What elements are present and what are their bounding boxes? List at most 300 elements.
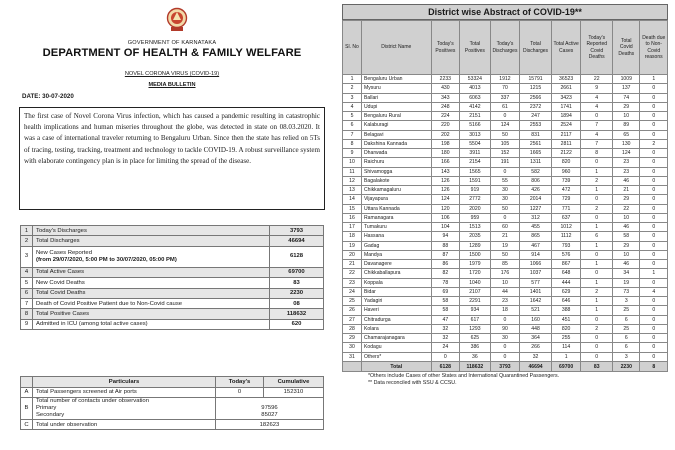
row-label	[33, 246, 270, 267]
sl-cell: 11	[343, 167, 362, 176]
value-cell: 343	[431, 93, 459, 102]
table-row	[343, 223, 668, 232]
value-cell: 224	[431, 112, 459, 121]
value-cell: 34	[613, 269, 640, 278]
value-cell: 865	[520, 232, 552, 241]
sl-cell: 18	[343, 232, 362, 241]
table-header-row	[21, 377, 324, 388]
footnote-reconciled: ** Data reconciled with SSU & CCSU.	[368, 379, 457, 386]
row-today: 0	[216, 388, 264, 398]
table-row	[21, 298, 324, 308]
value-cell: 130	[613, 139, 640, 148]
value-cell: 24	[431, 343, 459, 352]
value-cell: 85	[490, 260, 520, 269]
value-cell: 25	[613, 324, 640, 333]
value-cell: 2566	[520, 93, 552, 102]
value-cell: 69700	[551, 361, 581, 372]
value-cell: 0	[640, 315, 668, 324]
col-header: Sl. No	[343, 21, 362, 75]
district-name-cell: Raichuru	[361, 158, 431, 167]
row-cumulative: 152310	[264, 388, 324, 398]
value-cell: 58	[431, 306, 459, 315]
value-cell: 53324	[460, 75, 491, 84]
value-cell: 1591	[460, 176, 491, 185]
row-label-period: (from 29/07/2020, 5:00 PM to 30/07/2020, 05:00 PM)	[36, 256, 177, 263]
value-cell: 0	[640, 278, 668, 287]
value-cell: 1	[581, 167, 613, 176]
value-cell: 220	[431, 121, 459, 130]
sl-cell: 28	[343, 324, 362, 333]
value-cell: 70	[490, 84, 520, 93]
table-row	[343, 112, 668, 121]
passenger-table	[20, 376, 324, 430]
value-cell: 2811	[551, 139, 581, 148]
value-cell: 0	[640, 195, 668, 204]
value-cell: 60	[490, 223, 520, 232]
value-cell: 82	[431, 269, 459, 278]
row-label: Total under observation	[33, 420, 216, 430]
value-cell: 0	[640, 158, 668, 167]
row-value: 620	[270, 319, 324, 329]
table-row	[343, 93, 668, 102]
value-cell: 50	[490, 130, 520, 139]
value-cell: 106	[431, 213, 459, 222]
value-cell: 7	[581, 139, 613, 148]
value-cell: 94	[431, 232, 459, 241]
value-cell: 648	[551, 269, 581, 278]
value-cell: 2233	[431, 75, 459, 84]
value-cell: 806	[520, 176, 552, 185]
sl-cell: 4	[343, 102, 362, 111]
value-cell: 959	[460, 213, 491, 222]
table-row	[343, 139, 668, 148]
sl-cell: 7	[343, 130, 362, 139]
footnote-others: *Others include Cases of other States and International Quarantined Passengers.	[368, 373, 560, 380]
district-name-cell: Chikkaballapura	[361, 269, 431, 278]
value-cell: 2561	[520, 139, 552, 148]
district-name-cell: Bagalakote	[361, 176, 431, 185]
value-cell: 1293	[460, 324, 491, 333]
table-row	[343, 121, 668, 130]
value-cell: 36	[460, 352, 491, 361]
bulletin-subject: NOVEL CORONA VIRUS (COVID-19)	[124, 71, 220, 77]
table-row	[343, 315, 668, 324]
col-header: District Name	[361, 21, 431, 75]
value-cell: 388	[551, 306, 581, 315]
value-cell: 2020	[460, 204, 491, 213]
district-name-cell: Hassana	[361, 232, 431, 241]
table-row	[343, 334, 668, 343]
table-row	[343, 75, 668, 84]
sl-cell: 13	[343, 186, 362, 195]
sl-cell: 30	[343, 343, 362, 352]
sl-cell: 3	[343, 93, 362, 102]
row-value: 69700	[270, 267, 324, 277]
value-cell: 0	[490, 213, 520, 222]
value-cell: 266	[520, 343, 552, 352]
value-cell: 3013	[460, 130, 491, 139]
row-value: 2230	[270, 288, 324, 298]
value-cell: 0	[581, 112, 613, 121]
value-cell: 629	[551, 287, 581, 296]
row-number: 6	[21, 288, 33, 298]
value-cell: 637	[551, 213, 581, 222]
value-cell: 89	[613, 121, 640, 130]
value-cell: 0	[490, 167, 520, 176]
value-cell: 0	[640, 250, 668, 259]
row-number: 7	[21, 298, 33, 308]
district-name-cell: Yadagiri	[361, 297, 431, 306]
value-cell: 2	[581, 204, 613, 213]
value-cell: 10	[613, 213, 640, 222]
value-cell: 0	[640, 324, 668, 333]
table-row	[21, 278, 324, 288]
district-name-cell: Chikkamagaluru	[361, 186, 431, 195]
value-cell: 55	[490, 176, 520, 185]
value-cell: 22	[581, 75, 613, 84]
value-cell: 0	[640, 176, 668, 185]
value-cell: 118632	[460, 361, 491, 372]
table-row	[21, 236, 324, 246]
value-cell: 0	[640, 93, 668, 102]
bulletin-date: DATE: 30-07-2020	[22, 93, 74, 100]
value-cell: 2524	[551, 121, 581, 130]
district-name-cell: Davanagere	[361, 260, 431, 269]
col-header: Total Discharges	[520, 21, 552, 75]
value-cell: 160	[520, 315, 552, 324]
header-today: Today's	[216, 377, 264, 388]
value-cell: 1565	[460, 167, 491, 176]
value-cell: 104	[431, 223, 459, 232]
value-cell: 126	[431, 176, 459, 185]
table-row	[343, 352, 668, 361]
department-name: DEPARTMENT OF HEALTH & FAMILY WELFARE	[42, 47, 302, 59]
value-cell: 729	[551, 195, 581, 204]
value-cell: 87	[431, 250, 459, 259]
value-cell: 5166	[460, 121, 491, 130]
sl-cell: 29	[343, 334, 362, 343]
value-cell: 25	[613, 306, 640, 315]
value-cell: 0	[490, 315, 520, 324]
value-cell: 180	[431, 149, 459, 158]
table-row	[21, 319, 324, 329]
value-cell: Total	[361, 361, 431, 372]
header-cumulative: Cumulative	[264, 377, 324, 388]
table-row	[343, 269, 668, 278]
value-cell: 166	[431, 158, 459, 167]
value-cell: 0	[640, 352, 668, 361]
col-header: Today's Discharges	[490, 21, 520, 75]
row-label: Death of Covid Positive Patient due to Non-Covid cause	[33, 298, 270, 308]
table-header-row	[343, 21, 668, 75]
value-cell: 0	[581, 352, 613, 361]
value-cell: 4013	[460, 84, 491, 93]
value-cell: 771	[551, 204, 581, 213]
row-number: A	[21, 388, 33, 398]
value-cell: 6	[581, 232, 613, 241]
sl-cell: 1	[343, 75, 362, 84]
district-name-cell: Vijayapura	[361, 195, 431, 204]
value-cell: 32	[431, 334, 459, 343]
value-cell: 2117	[551, 130, 581, 139]
value-cell: 1	[581, 306, 613, 315]
value-cell: 47	[431, 315, 459, 324]
row-label: Today's Discharges	[33, 226, 270, 236]
value-cell: 124	[490, 121, 520, 130]
value-cell: 36523	[551, 75, 581, 84]
value-cell: 0	[640, 204, 668, 213]
sl-cell: 12	[343, 176, 362, 185]
value-cell: 914	[520, 250, 552, 259]
value-cell: 0	[581, 213, 613, 222]
table-row	[343, 306, 668, 315]
value-cell: 23	[490, 297, 520, 306]
value-cell: 6128	[431, 361, 459, 372]
value-cell: 0	[581, 269, 613, 278]
value-cell: 6	[613, 334, 640, 343]
contacts-label: Total number of contacts under observation	[36, 397, 149, 404]
value-cell: 1720	[460, 269, 491, 278]
value-cell: 1066	[520, 260, 552, 269]
value-cell: 247	[520, 112, 552, 121]
value-cell: 0	[640, 343, 668, 352]
value-cell: 2772	[460, 195, 491, 204]
value-cell: 831	[520, 130, 552, 139]
district-name-cell: Ballari	[361, 93, 431, 102]
sl-cell: 25	[343, 297, 362, 306]
sl-cell: 31	[343, 352, 362, 361]
bulletin-type: MEDIA BULLETIN	[148, 82, 196, 88]
footnotes	[368, 373, 668, 386]
value-cell: 23	[613, 158, 640, 167]
table-row	[343, 287, 668, 296]
district-name-cell: Kalaburagi	[361, 121, 431, 130]
district-name-cell: Bengaluru Urban	[361, 75, 431, 84]
table-row	[343, 297, 668, 306]
district-table	[342, 20, 668, 372]
primary-label: Primary	[36, 404, 57, 411]
value-cell: 0	[581, 158, 613, 167]
value-cell: 426	[520, 186, 552, 195]
table-row	[343, 167, 668, 176]
value-cell: 8	[640, 361, 668, 372]
district-table-body	[343, 75, 668, 372]
value-cell: 3423	[551, 93, 581, 102]
table-row	[343, 213, 668, 222]
row-number: B	[21, 397, 33, 420]
value-cell: 617	[460, 315, 491, 324]
value-cell: 1	[640, 75, 668, 84]
sl-cell: 5	[343, 112, 362, 121]
value-cell: 32	[431, 324, 459, 333]
value-cell: 0	[490, 112, 520, 121]
row-value: 83	[270, 278, 324, 288]
sl-cell: 14	[343, 195, 362, 204]
table-row	[343, 278, 668, 287]
district-table-title: District wise Abstract of COVID-19**	[342, 4, 668, 20]
value-cell: 2	[640, 139, 668, 148]
row-label	[33, 397, 216, 420]
value-cell: 137	[613, 84, 640, 93]
table-row	[21, 267, 324, 277]
row-number: 4	[21, 267, 33, 277]
value-cell: 1513	[460, 223, 491, 232]
value-cell: 0	[640, 130, 668, 139]
value-cell: 312	[520, 213, 552, 222]
value-cell: 22	[613, 204, 640, 213]
value-cell: 15791	[520, 75, 552, 84]
table-row	[343, 102, 668, 111]
value-cell: 58	[431, 297, 459, 306]
value-cell: 78	[431, 278, 459, 287]
table-row	[21, 288, 324, 298]
value-cell: 6063	[460, 93, 491, 102]
value-cell: 1979	[460, 260, 491, 269]
table-row	[343, 186, 668, 195]
table-row	[343, 176, 668, 185]
value-cell: 1	[581, 186, 613, 195]
value-cell: 0	[640, 223, 668, 232]
row-label: Total Covid Deaths	[33, 288, 270, 298]
value-cell: 0	[640, 213, 668, 222]
value-cell: 30	[490, 334, 520, 343]
value-cell: 0	[640, 84, 668, 93]
district-name-cell: Shivamogga	[361, 167, 431, 176]
district-name-cell: Ramanagara	[361, 213, 431, 222]
value-cell: 73	[613, 287, 640, 296]
value-cell: 86	[431, 260, 459, 269]
value-cell: 364	[520, 334, 552, 343]
value-cell: 1012	[551, 223, 581, 232]
col-header: Total Positives	[460, 21, 491, 75]
value-cell: 74	[613, 93, 640, 102]
district-name-cell: Dakshina Kannada	[361, 139, 431, 148]
value-cell: 0	[640, 232, 668, 241]
value-cell: 2	[581, 176, 613, 185]
value-cell: 46	[613, 223, 640, 232]
value-cell: 3911	[460, 149, 491, 158]
value-cell: 255	[551, 334, 581, 343]
primary-value: 97596	[261, 404, 278, 411]
sl-cell: 10	[343, 158, 362, 167]
col-header: Total Covid Deaths	[613, 21, 640, 75]
value-cell: 46	[613, 260, 640, 269]
value-cell: 0	[640, 121, 668, 130]
value-cell: 1009	[613, 75, 640, 84]
table-row	[343, 149, 668, 158]
value-cell: 0	[581, 315, 613, 324]
value-cell: 50	[490, 250, 520, 259]
value-cell: 50	[490, 204, 520, 213]
value-cell: 0	[490, 352, 520, 361]
value-cell: 1	[581, 260, 613, 269]
district-name-cell: Bengaluru Rural	[361, 112, 431, 121]
value-cell: 1215	[520, 84, 552, 93]
district-name-cell: Dharwada	[361, 149, 431, 158]
sl-cell: 9	[343, 149, 362, 158]
karnataka-emblem-icon	[166, 6, 188, 32]
table-row	[343, 130, 668, 139]
value-cell: 61	[490, 102, 520, 111]
total-row	[343, 361, 668, 372]
value-cell: 451	[551, 315, 581, 324]
table-row	[21, 397, 324, 420]
value-cell: 124	[613, 149, 640, 158]
intro-paragraph: The first case of Novel Corona Virus infection, which has caused a pandemic resulting in catastrophic health implications and human miseries throughout the globe, was detected in state on 08.03.2020. It was a case of international traveler returning to Bengaluru Urban. Since then the state has relied on 5Ts of tracing, testing, tracking, treatment and technology to tackle COVID-19. A robust surveillance system with elaborate contingency plan is in place for limiting the spread of the disease.	[19, 107, 325, 210]
value-cell: 21	[490, 232, 520, 241]
value-cell: 202	[431, 130, 459, 139]
value-cell: 46	[613, 176, 640, 185]
value-cell: 1401	[520, 287, 552, 296]
value-cell: 1500	[460, 250, 491, 259]
col-header: Today's Reported Covid Deaths	[581, 21, 613, 75]
value-cell: 30	[490, 195, 520, 204]
value-cell: 2	[581, 287, 613, 296]
value-cell: 248	[431, 102, 459, 111]
table-row	[343, 241, 668, 250]
value-cell: 18	[490, 306, 520, 315]
secondary-value: 85027	[261, 412, 278, 418]
secondary-label: Secondary	[36, 412, 65, 418]
row-value: 3793	[270, 226, 324, 236]
media-bulletin-page	[18, 4, 326, 448]
value-cell: 2372	[520, 102, 552, 111]
district-name-cell: Bidar	[361, 287, 431, 296]
district-name-cell: Kolara	[361, 324, 431, 333]
value-cell: 88	[431, 241, 459, 250]
value-cell: 0	[640, 167, 668, 176]
value-cell: 2035	[460, 232, 491, 241]
row-label-main: New Cases Reported	[36, 249, 92, 256]
row-label: Admitted in ICU (among total active cases)	[33, 319, 270, 329]
value-cell: 0	[640, 306, 668, 315]
value-cell: 29	[613, 241, 640, 250]
row-label: Total Active Cases	[33, 267, 270, 277]
value-cell: 1665	[520, 149, 552, 158]
value-cell: 582	[520, 167, 552, 176]
value-cell: 1	[581, 223, 613, 232]
value-cell: 0	[640, 149, 668, 158]
value-cell: 1311	[520, 158, 552, 167]
value-cell: 143	[431, 167, 459, 176]
value-cell: 1894	[551, 112, 581, 121]
value-cell: 1112	[551, 232, 581, 241]
value-cell: 1	[640, 269, 668, 278]
value-cell: 176	[490, 269, 520, 278]
value-cell: 126	[431, 186, 459, 195]
value-cell: 919	[460, 186, 491, 195]
value-cell: 867	[551, 260, 581, 269]
value-cell: 1037	[520, 269, 552, 278]
row-label: Total Discharges	[33, 236, 270, 246]
value-cell: 1642	[520, 297, 552, 306]
government-name: GOVERNMENT OF KARNATAKA	[127, 40, 217, 46]
value-cell: 0	[581, 334, 613, 343]
header-particulars: Particulars	[33, 377, 216, 388]
table-row	[21, 246, 324, 267]
row-value: 08	[270, 298, 324, 308]
value-cell: 23	[613, 167, 640, 176]
table-row	[343, 250, 668, 259]
district-name-cell: Mysuru	[361, 84, 431, 93]
value-cell: 2661	[551, 84, 581, 93]
value-cell: 820	[551, 324, 581, 333]
value-cell: 1741	[551, 102, 581, 111]
value-cell: 83	[581, 361, 613, 372]
value-cell: 4	[581, 130, 613, 139]
value-cell: 10	[613, 112, 640, 121]
value-cell: 3	[613, 352, 640, 361]
